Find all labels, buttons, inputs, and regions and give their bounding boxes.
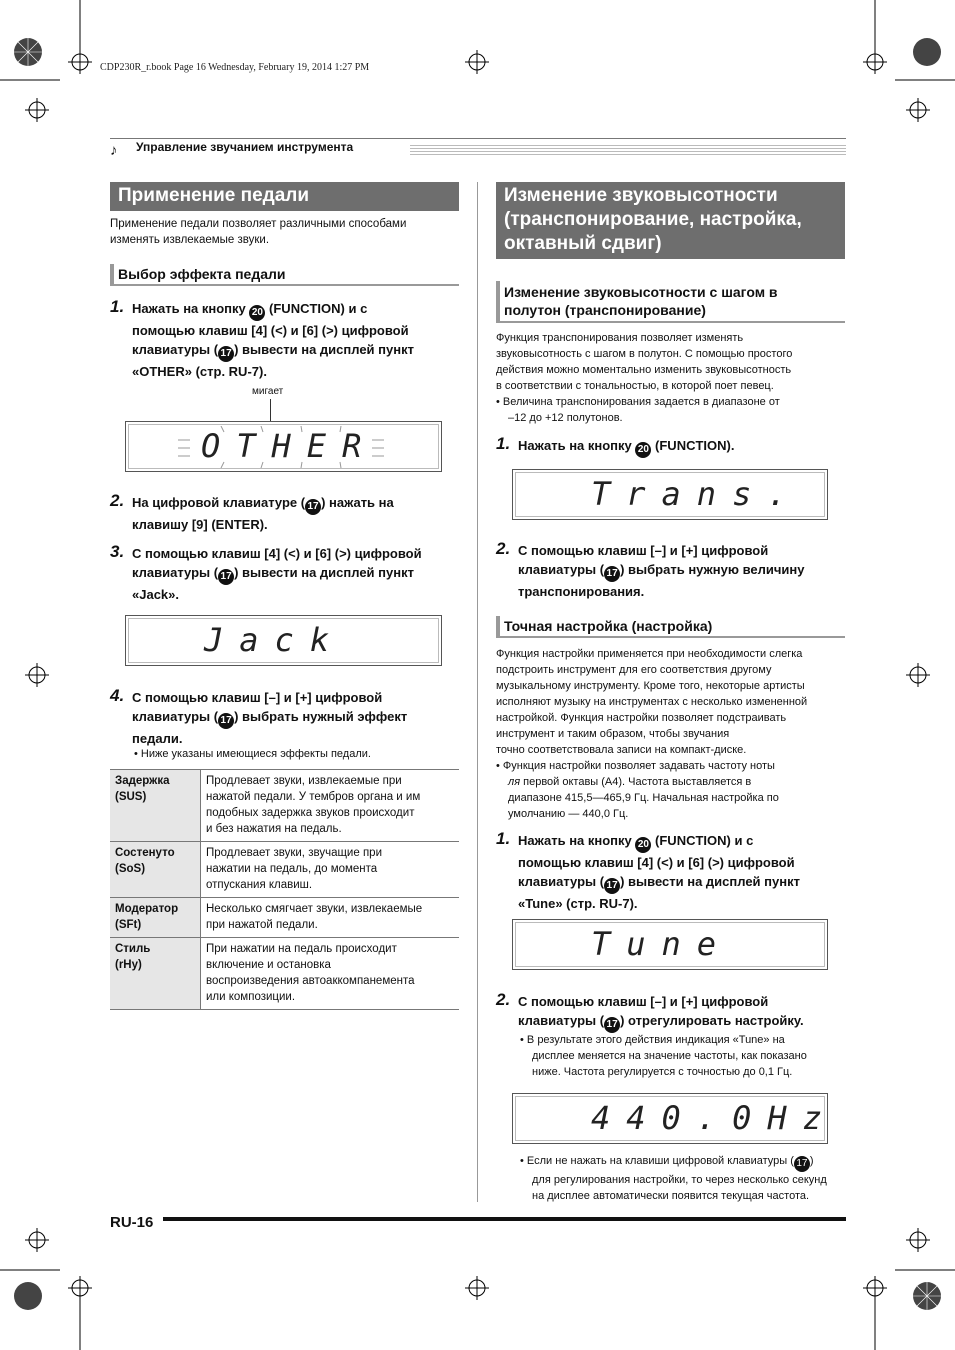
right-section-title: Изменение звуковысотности (транспонирование, настройка, октавный сдвиг) xyxy=(496,182,845,259)
right-sub1: Изменение звуковысотности с шагом в полутон (транспонирование) xyxy=(496,281,845,323)
effect-desc: Продлевает звуки, звучащие при нажатии на педаль, до момента отпускания клавиш. xyxy=(201,842,460,898)
music-note-icon: ♪ xyxy=(110,142,118,159)
lcd-display-trans xyxy=(512,469,828,520)
effect-name: Состенуто (SoS) xyxy=(110,842,201,898)
step-number: 1. xyxy=(110,297,125,316)
left-step1: Нажать на кнопку 20 (FUNCTION) и с помощью клавиш [4] (<) и [6] (>) цифровой клавиатуры ( 17 ) вывести на дисплей пункт «OTHER» (стр. RU-7). xyxy=(132,301,414,379)
right-sub1-text: Функция транспонирования позволяет изменять звуковысотность с шагом в полутон. С помощью простого действия можно моментально изменить звуковысотность в соответствии с тональностью, в которой поет певец. • Величина транспонирования задается в диапазоне от –12 до +12 полутонов. xyxy=(496,332,793,424)
left-step4: С помощью клавиш [–] и [+] цифровой клавиатуры ( 17 ) выбрать нужный эффект педали. xyxy=(132,690,408,746)
lcd-text: Tune xyxy=(591,925,733,963)
left-intro: Применение педали позволяет различными способами изменять извлекаемые звуки. xyxy=(110,218,407,246)
running-header-title: Управление звучанием инструмента xyxy=(136,140,354,154)
keyboard-icon: 17 xyxy=(794,1156,810,1172)
running-header xyxy=(110,138,846,161)
left-step4-bullet: • Ниже указаны имеющиеся эффекты педали. xyxy=(134,748,371,760)
effect-name: Модератор (SFt) xyxy=(110,898,201,938)
left-step3: С помощью клавиш [4] (<) и [6] (>) цифровой клавиатуры ( 17 ) вывести на дисплей пункт «Jack». xyxy=(132,546,422,602)
page-number: RU-16 xyxy=(110,1214,154,1231)
step-number: 1. xyxy=(496,829,511,848)
function-key-icon: 20 xyxy=(635,442,651,458)
lcd-display-jack xyxy=(125,615,442,666)
table-row xyxy=(110,770,459,842)
step-number: 2. xyxy=(496,539,511,558)
keyboard-icon: 17 xyxy=(218,569,234,585)
right-sub2-text: Функция настройки применяется при необходимости слегка подстроить инструмент для его соответствия другому музыкальному инструменту. Кроме того, некоторые артисты исполняют музыку на инструментах с несколько измененной настройкой. Функция настройки позволяет подстраивать инструмент и таким образом, чтобы звучания точно соответствовала записи на компакт-диске. • Функция настройки позволяет задавать частоту ноты ля первой октавы (A4). Частота выставляется в диапазоне 415,5—465,9 Гц. Начальная настройка по умолчанию — 440,0 Гц. xyxy=(496,648,808,820)
column-divider xyxy=(477,182,478,1202)
keyboard-icon: 17 xyxy=(604,1017,620,1033)
footer-rule xyxy=(163,1217,846,1221)
book-info: CDP230R_r.book Page 16 Wednesday, February 19, 2014 1:27 PM xyxy=(100,62,370,73)
lcd-display-tune xyxy=(512,919,828,970)
left-subheading: Выбор эффекта педали xyxy=(110,264,459,286)
keyboard-icon: 17 xyxy=(604,566,620,582)
blink-label: мигает xyxy=(252,386,284,397)
effect-desc: При нажатии на педаль происходит включение и остановка воспроизведения автоаккомпанемента или композиции. xyxy=(201,938,460,1010)
lcd-text: 440.0Hz xyxy=(591,1099,838,1137)
keyboard-icon: 17 xyxy=(604,878,620,894)
lcd-display-frequency xyxy=(512,1093,838,1144)
right-n-step1: Нажать на кнопку 20 (FUNCTION) и с помощью клавиш [4] (<) и [6] (>) цифровой клавиатуры ( 17 ) вывести на дисплей пункт «Tune» (стр. RU-7). xyxy=(518,833,800,911)
lcd-text: Trans. xyxy=(591,475,803,513)
step-number: 2. xyxy=(110,491,125,510)
effect-desc: Продлевает звуки, извлекаемые при нажатой педали. У тембров органа и им подобных задержка звуков происходит и без нажатия на педаль. xyxy=(201,770,460,842)
table-row xyxy=(110,842,459,898)
right-n-step2-bullet: • В результате этого действия индикация «Tune» на дисплее меняется на значение частоты, как показано ниже. Частота регулируется с точностью до 0,1 Гц. xyxy=(520,1034,807,1078)
pedal-effects-table xyxy=(110,769,459,1010)
right-t-step1: Нажать на кнопку 20 (FUNCTION). xyxy=(518,436,848,458)
effect-desc: Несколько смягчает звуки, извлекаемые при нажатой педали. xyxy=(201,898,460,938)
right-final-bullet: • Если не нажать на клавиши цифровой клавиатуры ( 17 ) для регулирования настройки, то через несколько секунд на дисплее автоматически появится текущая частота. xyxy=(520,1155,827,1202)
function-key-icon: 20 xyxy=(249,305,265,321)
right-n-step2: С помощью клавиш [–] и [+] цифровой клавиатуры ( 17 ) отрегулировать настройку. xyxy=(518,992,848,1033)
step-number: 2. xyxy=(496,990,511,1009)
blink-pointer xyxy=(270,399,271,423)
lcd-text: Jack xyxy=(204,621,346,659)
lcd-display-other xyxy=(125,421,442,472)
header-lines xyxy=(410,143,846,155)
step-number: 4. xyxy=(110,686,125,705)
function-key-icon: 20 xyxy=(635,837,651,853)
table-row xyxy=(110,938,459,1010)
keyboard-icon: 17 xyxy=(305,499,321,515)
step-number: 3. xyxy=(110,542,125,561)
keyboard-icon: 17 xyxy=(218,713,234,729)
left-step2: На цифровой клавиатуре ( 17 ) нажать на клавишу [9] (ENTER). xyxy=(132,495,394,532)
right-sub2: Точная настройка (настройка) xyxy=(496,616,845,638)
table-row xyxy=(110,898,459,938)
effect-name: Стиль (rHy) xyxy=(110,938,201,1010)
effect-name: Задержка (SUS) xyxy=(110,770,201,842)
right-t-step2: С помощью клавиш [–] и [+] цифровой клавиатуры ( 17 ) выбрать нужную величину транспонирования. xyxy=(518,543,805,599)
left-section-title: Применение педали xyxy=(110,182,459,211)
keyboard-icon: 17 xyxy=(218,346,234,362)
lcd-text: OTHER xyxy=(201,427,378,465)
step-number: 1. xyxy=(496,434,511,453)
